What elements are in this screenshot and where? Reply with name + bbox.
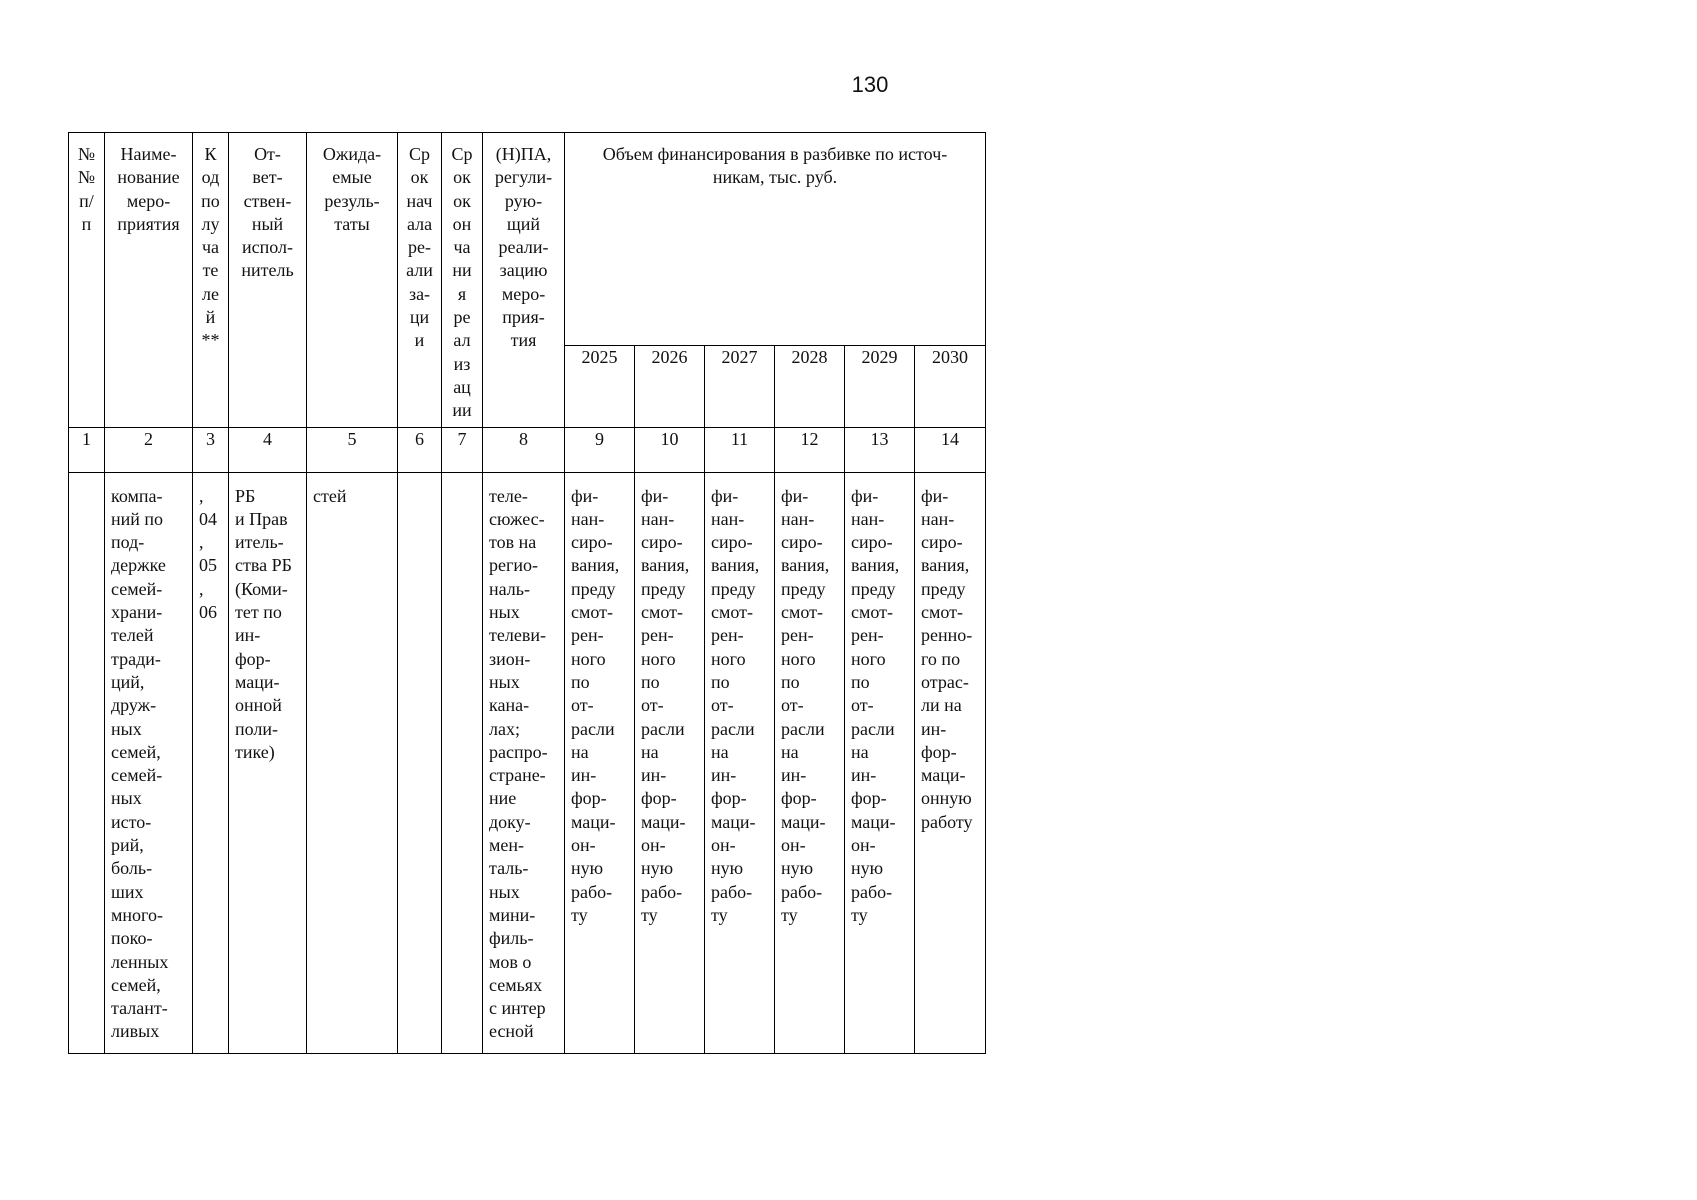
header-cell-number: № № п/ п [69, 133, 105, 428]
cell-financing-2030: фи- нан- сиро- вания, преду смот- ренно- го по отрас- ли на ин- фор- маци- онную работу [915, 472, 986, 1053]
header-row [69, 133, 986, 346]
header-year-2025: 2025 [565, 346, 635, 427]
header-year-2029: 2029 [845, 346, 915, 427]
cell-regulatory-act: теле- сюжес- тов на регио- наль- ных телеви- зион- ных кана- лах; распро- стране- ние доку- мен- таль- ных мини- филь- мов о семьях с интер есной [483, 472, 565, 1053]
column-number: 4 [229, 427, 307, 472]
cell-financing-2028: фи- нан- сиро- вания, преду смот- рен- ного по от- расли на ин- фор- маци- он- ную рабо- ту [775, 472, 845, 1053]
header-cell-executor: От- вет- ствен- ный испол- нитель [229, 133, 307, 428]
cell-recipient-code: , 04 , 05 , 06 [193, 472, 229, 1053]
header-year-2030: 2030 [915, 346, 986, 427]
column-number: 2 [105, 427, 193, 472]
cell-start-date [398, 472, 442, 1053]
cell-expected-results: стей [307, 472, 398, 1053]
column-number: 12 [775, 427, 845, 472]
program-measures-table [68, 132, 986, 1054]
header-year-2026: 2026 [635, 346, 705, 427]
header-cell-recipient-code: К од по лу ча те ле й ** [193, 133, 229, 428]
header-cell-start-date: Ср ок нач ала ре- али за- ци и [398, 133, 442, 428]
column-number-row [69, 427, 986, 472]
header-cell-end-date: Ср ок ок он ча ни я ре ал из ац ии [442, 133, 483, 428]
header-cell-regulatory-act: (Н)ПА, регули- рую- щий реали- зацию меро- прия- тия [483, 133, 565, 428]
column-number: 11 [705, 427, 775, 472]
cell-financing-2027: фи- нан- сиро- вания, преду смот- рен- ного по от- расли на ин- фор- маци- он- ную рабо- ту [705, 472, 775, 1053]
cell-measure-name: компа- ний по под- держке семей- храни- телей тради- ций, друж- ных семей, семей- ных исто- рий, боль- ших много- поко- ленных семей, талант- ливых [105, 472, 193, 1053]
column-number: 6 [398, 427, 442, 472]
page-number: 130 [851, 72, 889, 97]
column-number: 1 [69, 427, 105, 472]
column-number: 9 [565, 427, 635, 472]
cell-executor: РБ и Прав итель- ства РБ (Коми- тет по ин- фор- маци- онной поли- тике) [229, 472, 307, 1053]
cell-financing-2025: фи- нан- сиро- вания, преду смот- рен- ного по от- расли на ин- фор- маци- он- ную рабо- ту [565, 472, 635, 1053]
header-year-2027: 2027 [705, 346, 775, 427]
column-number: 7 [442, 427, 483, 472]
cell-financing-2029: фи- нан- сиро- вания, преду смот- рен- ного по от- расли на ин- фор- маци- он- ную рабо- ту [845, 472, 915, 1053]
header-year-2028: 2028 [775, 346, 845, 427]
column-number: 8 [483, 427, 565, 472]
header-cell-measure-name: Наиме- нование меро- приятия [105, 133, 193, 428]
header-cell-expected-results: Ожида- емые резуль- таты [307, 133, 398, 428]
column-number: 5 [307, 427, 398, 472]
column-number: 10 [635, 427, 705, 472]
cell-financing-2026: фи- нан- сиро- вания, преду смот- рен- ного по от- расли на ин- фор- маци- он- ную рабо- ту [635, 472, 705, 1053]
header-cell-financing: Объем финансирования в разбивке по источ- никам, тыс. руб. [565, 133, 986, 346]
column-number: 13 [845, 427, 915, 472]
cell-end-date [442, 472, 483, 1053]
cell-number [69, 472, 105, 1053]
table-row [69, 472, 986, 1053]
column-number: 3 [193, 427, 229, 472]
column-number: 14 [915, 427, 986, 472]
